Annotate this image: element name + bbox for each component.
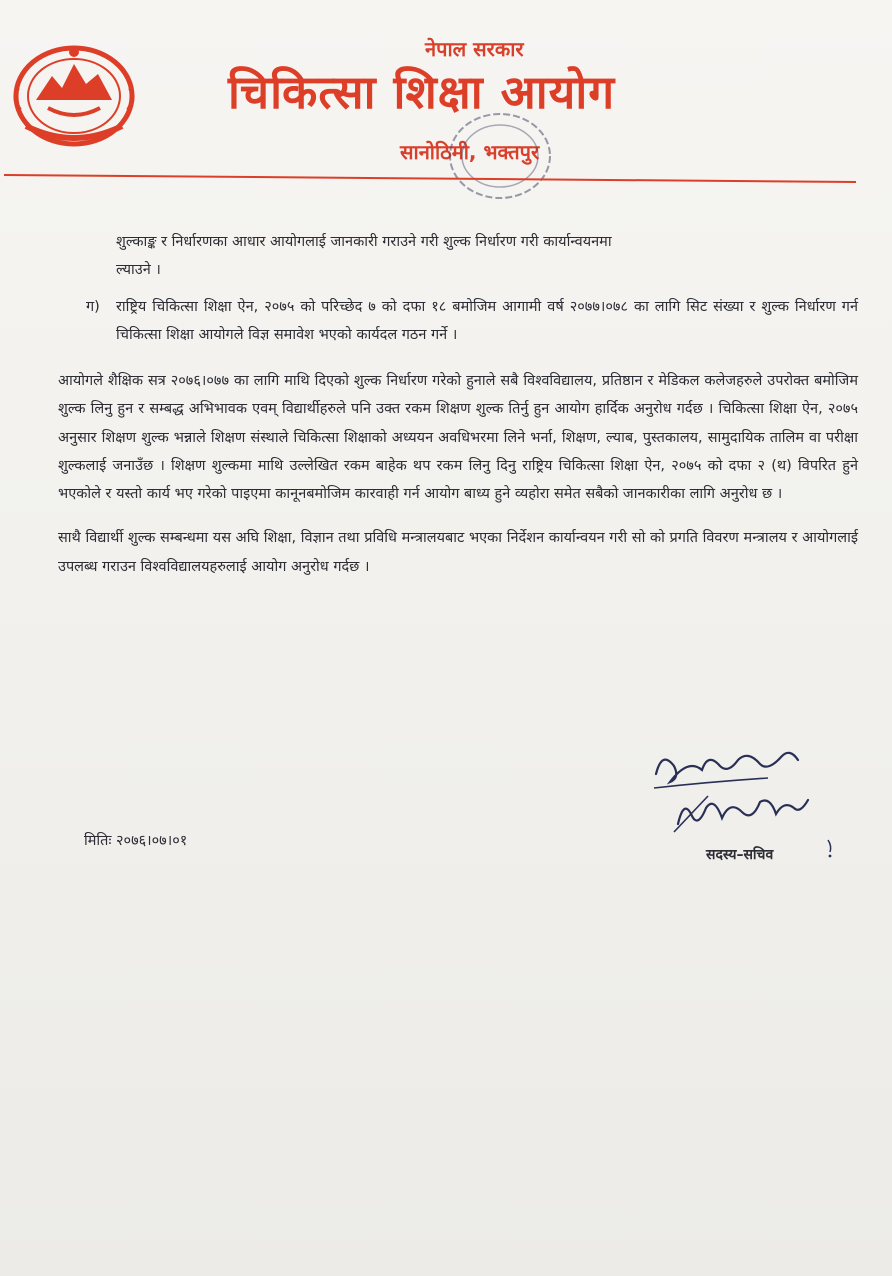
header-divider [4,172,856,184]
letter-body [58,228,858,581]
list-marker: ग) [86,298,100,315]
paragraph-fee-notice: आयोगले शैक्षिक सत्र २०७६।०७७ का लागि माथि दिएको शुल्क निर्धारण गरेको हुनाले सबै विश्वविद्यालय, प्रतिष्ठान र मेडिकल कलेजहरुले उपरोक्त बमोजिम शुल्क लिनु हुन र सम्बद्ध अभिभावक एवम् विद्यार्थीहरुले पनि उक्त रकम शिक्षण शुल्क तिर्नु हुन आयोग हार्दिक अनुरोध गर्दछ । चिकित्सा शिक्षा ऐन, २०७५ अनुसार शिक्षण शुल्क भन्नाले शिक्षण संस्थाले चिकित्सा शिक्षाको अध्ययन अवधिभरमा लिने भर्ना, शिक्षण, ल्याब, पुस्तकालय, सामुदायिक तालिम वा परीक्षा शुल्कलाई जनाउँछ । शिक्षण शुल्कमा माथि उल्लेखित रकम बाहेक थप रकम लिनु दिनु राष्ट्रिय चिकित्सा शिक्षा ऐन, २०७५ को दफा २ (थ) विपरित हुने भएकोले र यस्तो कार्य भए गरेको पाइएमा कानूनबमोजिम कारवाही गर्न आयोग बाध्य हुने व्यहोरा समेत सबैको जानकारीका लागि अनुरोध छ । [58,373,858,503]
paragraph-ministry-directive: साथै विद्यार्थी शुल्क सम्बन्धमा यस अघि शिक्षा, विज्ञान तथा प्रविधि मन्त्रालयबाट भएका निर्देशन कार्यान्वयन गरी सो को प्रगति विवरण मन्त्रालय र आयोगलाई उपलब्ध गराउन विश्वविद्यालयहरुलाई आयोग अनुरोध गर्दछ । [58,530,858,575]
office-address: सानोठिमी, भक्तपुर [400,140,540,164]
office-stamp-icon [445,108,555,203]
continuation-text-end: ल्याउने । [116,262,161,279]
list-item-text: राष्ट्रिय चिकित्सा शिक्षा ऐन, २०७५ को परिच्छेद ७ को दफा १८ बमोजिम आगामी वर्ष २०७७।०७८ का लागि सिट संख्या र शुल्क निर्धारण गर्न चिकित्सा शिक्षा आयोगले विज्ञ समावेश भएको कार्यदल गठन गर्ने । [116,298,858,343]
signatory-title: सदस्य–सचिव [706,847,774,863]
continuation-text: शुल्काङ्क र निर्धारणका आधार आयोगलाई जानकारी गराउने गरी शुल्क निर्धारण गरी कार्यान्वयनमा [116,234,612,250]
list-item-g [58,293,858,350]
letter-date: मितिः २०७६।०७।०१ [84,833,188,849]
government-label: नेपाल सरकार [425,37,524,61]
commission-title: चिकित्सा शिक्षा आयोग [228,65,616,119]
handwritten-signature-icon [648,738,828,838]
pen-mark-icon [822,836,842,860]
nepal-emblem-icon [8,38,138,148]
